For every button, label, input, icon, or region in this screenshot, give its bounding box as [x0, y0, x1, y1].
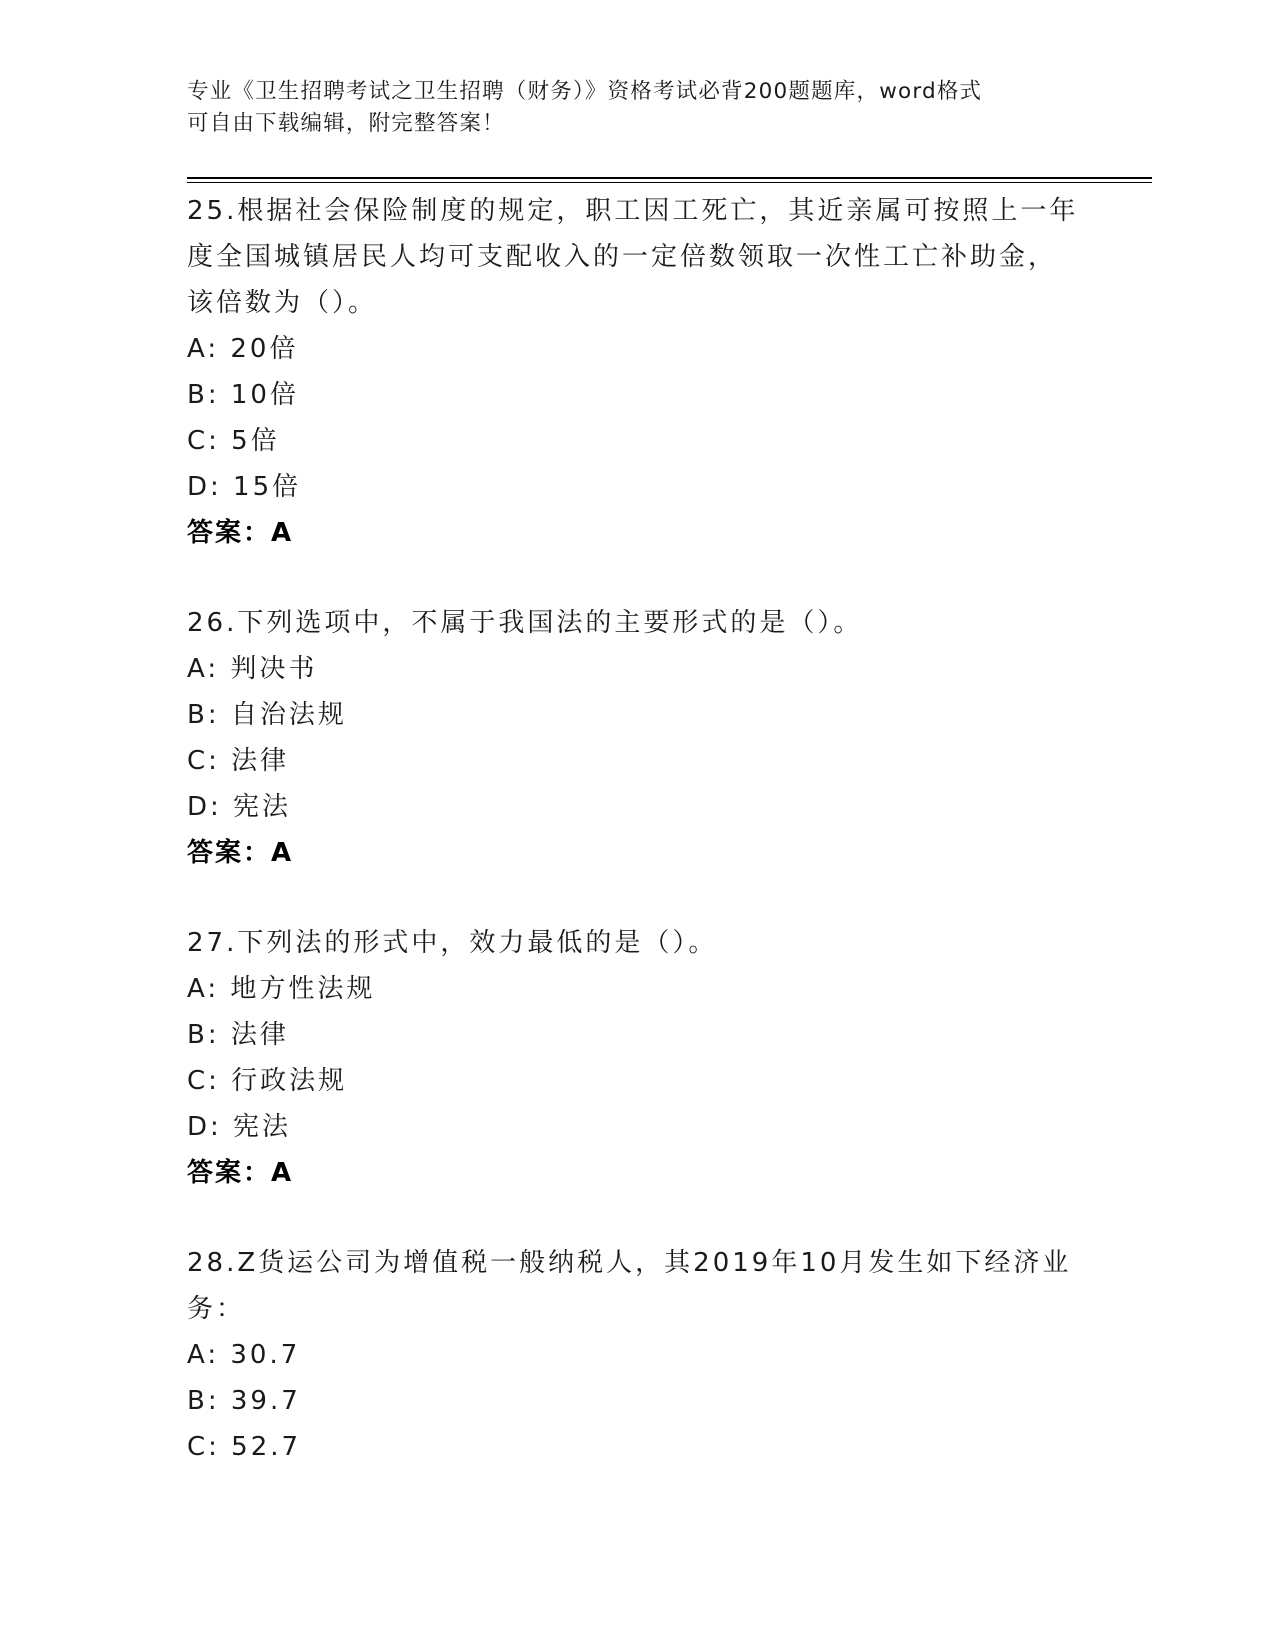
option-c: C: 行政法规: [187, 1066, 348, 1096]
option-c: C: 法律: [187, 746, 290, 776]
option-b: B: 39.7: [187, 1386, 301, 1416]
document-header: [187, 76, 1087, 140]
header-divider-thin: [187, 182, 1152, 183]
header-line-2: 可自由下载编辑，附完整答案！: [187, 111, 505, 136]
question-25: [187, 188, 1087, 556]
option-d: D: 宪法: [187, 1112, 292, 1142]
question-text-line: 25.根据社会保险制度的规定，职工因工死亡，其近亲属可按照上一年: [187, 196, 1079, 226]
question-27: [187, 920, 1087, 1196]
option-a: A: 地方性法规: [187, 974, 376, 1004]
answer-label: 答案：A: [187, 518, 294, 548]
question-text-line: 28.Z货运公司为增值税一般纳税人，其2019年10月发生如下经济业: [187, 1248, 1072, 1278]
option-a: A: 30.7: [187, 1340, 301, 1370]
question-28: [187, 1240, 1087, 1470]
question-text-line: 27.下列法的形式中，效力最低的是（）。: [187, 928, 718, 958]
option-c: C: 52.7: [187, 1432, 302, 1462]
header-divider-thick: [187, 177, 1152, 179]
question-list: [187, 188, 1087, 1470]
option-b: B: 法律: [187, 1020, 289, 1050]
option-b: B: 10倍: [187, 380, 299, 410]
question-text-line: 该倍数为（）。: [187, 288, 378, 318]
answer-label: 答案：A: [187, 1158, 294, 1188]
option-b: B: 自治法规: [187, 700, 347, 730]
option-a: A: 20倍: [187, 334, 299, 364]
answer-label: 答案：A: [187, 838, 294, 868]
question-26: [187, 600, 1087, 876]
option-c: C: 5倍: [187, 426, 280, 456]
option-d: D: 宪法: [187, 792, 292, 822]
header-line-1: 专业《卫生招聘考试之卫生招聘（财务）》资格考试必背200题题库，word格式: [187, 79, 983, 104]
question-text-line: 26.下列选项中，不属于我国法的主要形式的是（）。: [187, 608, 863, 638]
question-text-line: 务：: [187, 1294, 246, 1324]
option-a: A: 判决书: [187, 654, 318, 684]
question-text-line: 度全国城镇居民人均可支配收入的一定倍数领取一次性工亡补助金，: [187, 242, 1058, 272]
option-d: D: 15倍: [187, 472, 302, 502]
